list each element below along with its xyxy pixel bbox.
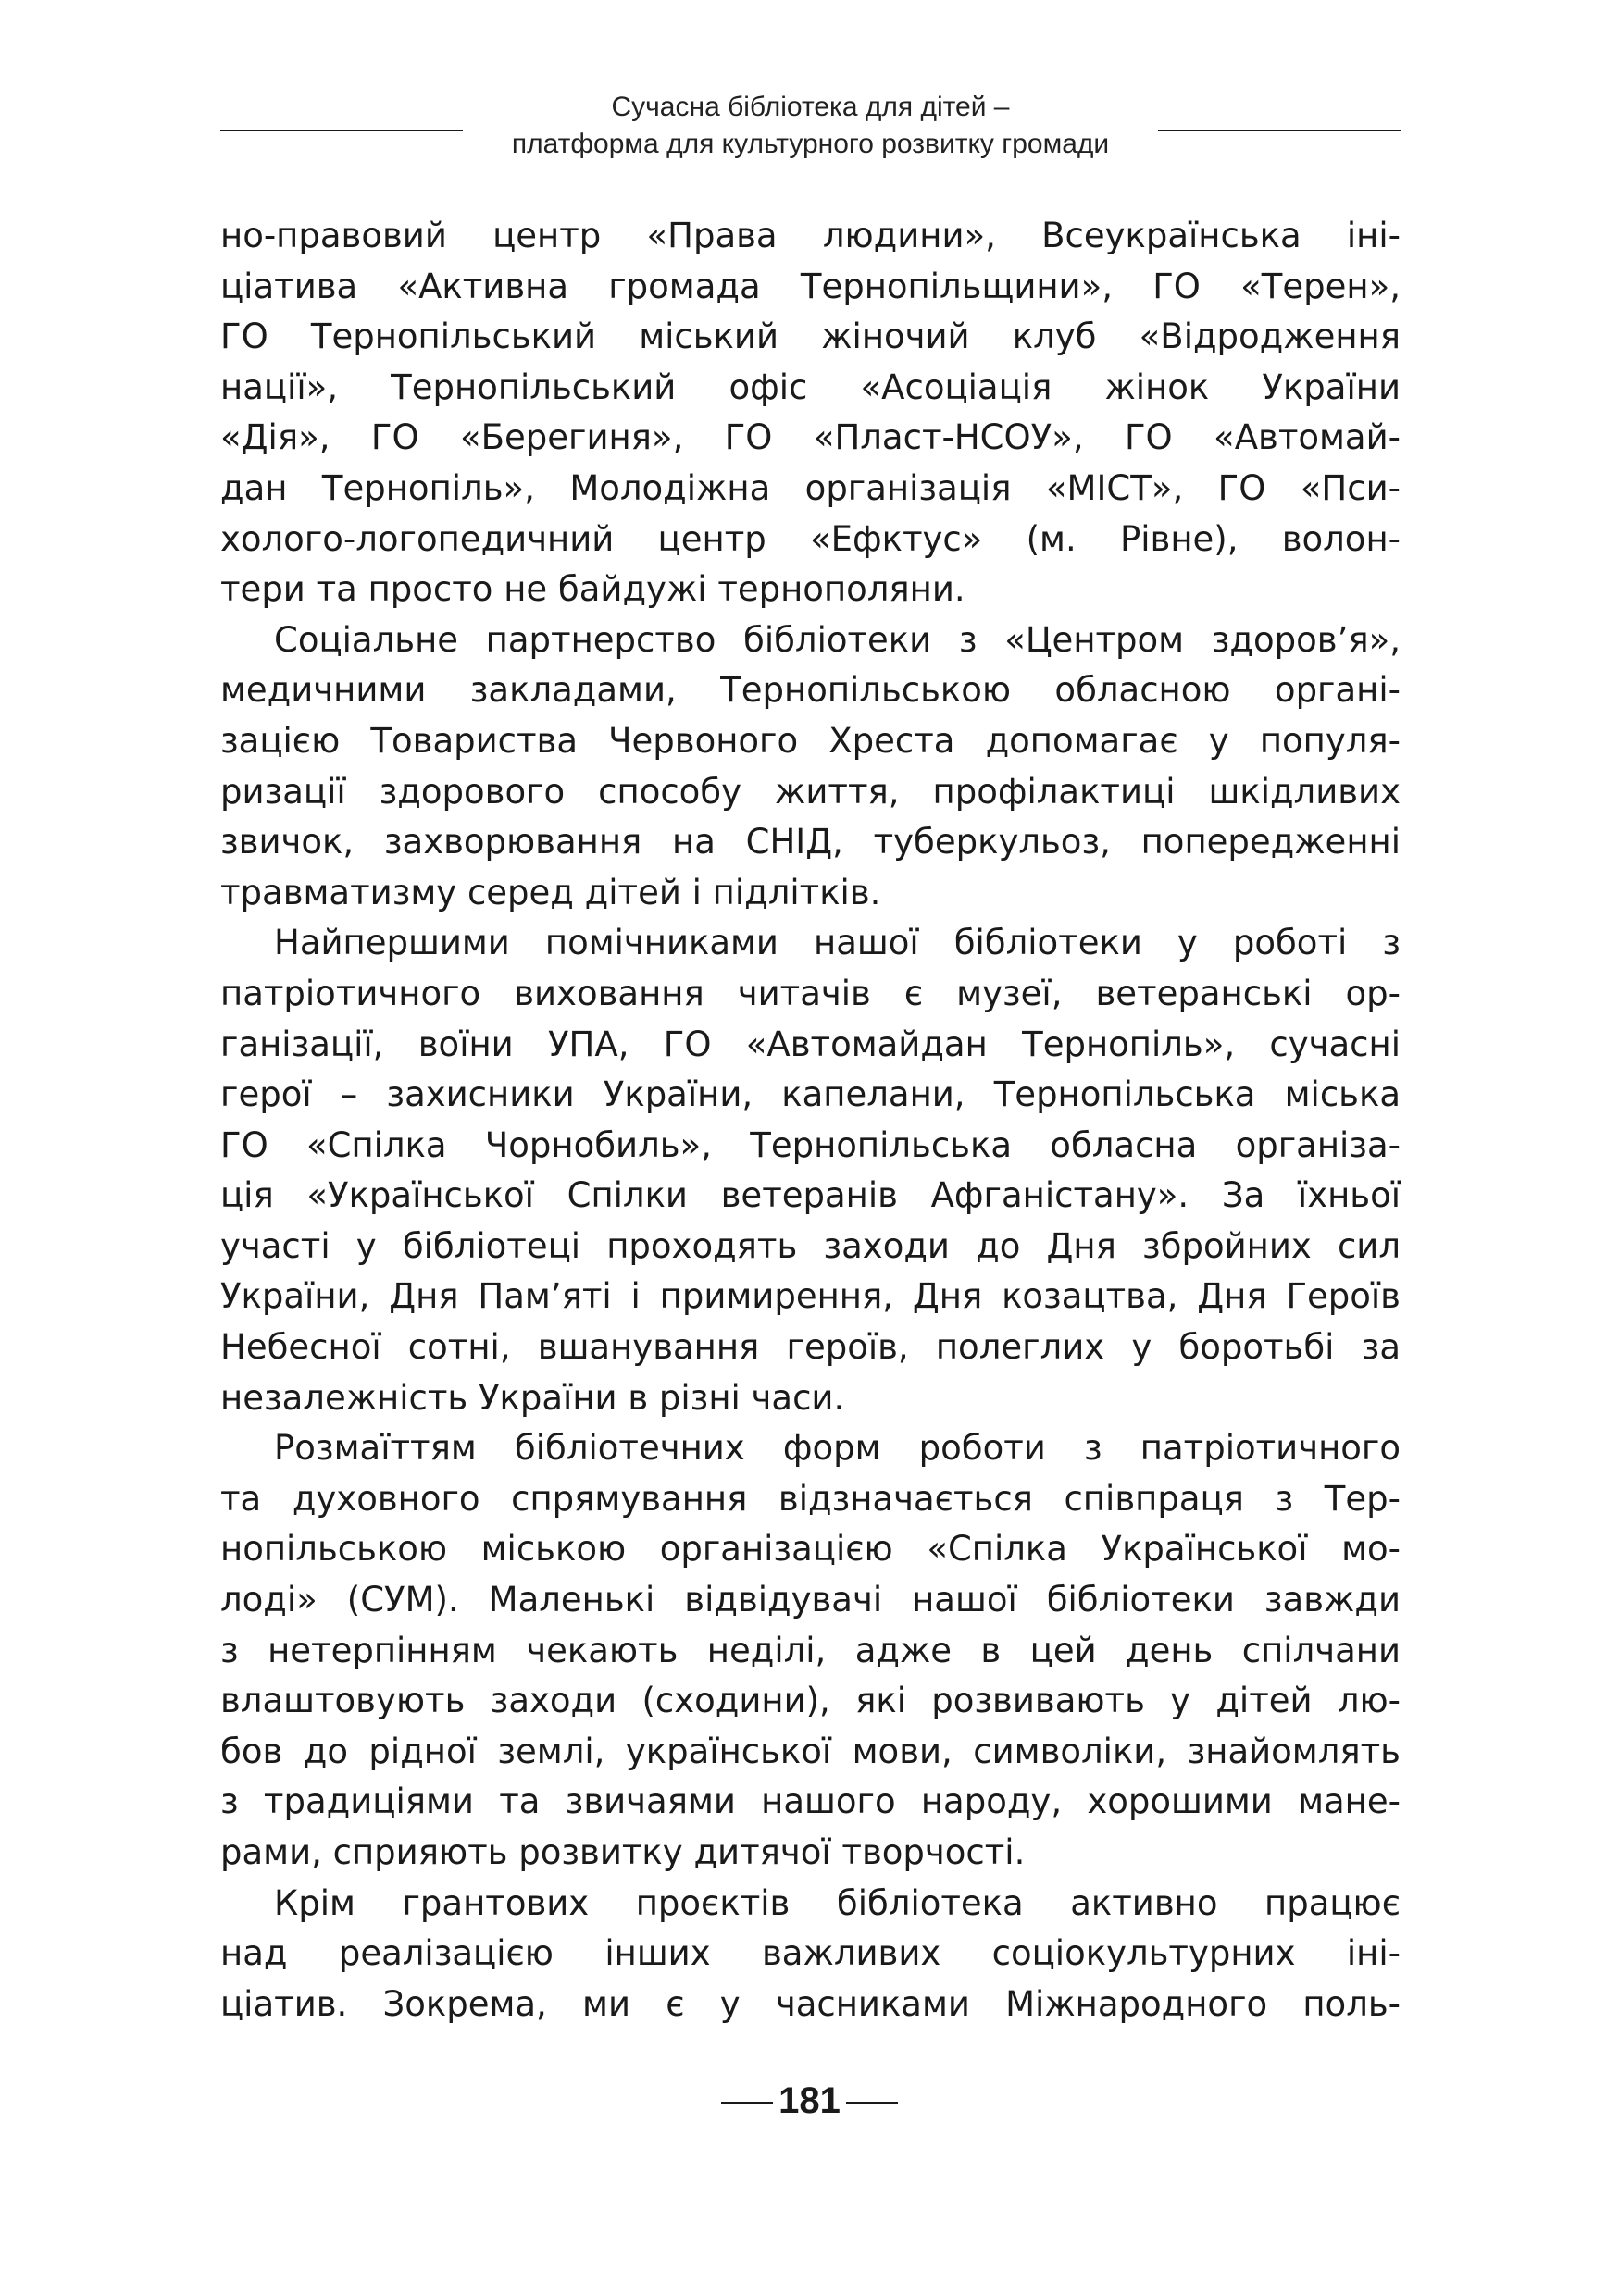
text-line: «Дія», ГО «Берегиня», ГО «Пласт-НСОУ», ГО «Автомай- <box>220 417 1401 458</box>
text-line: ризації здорового способу життя, профілактиці шкідливих <box>220 771 1401 812</box>
text-line: Небесної сотні, вшанування героїв, полеглих у боротьбі за <box>220 1327 1401 1368</box>
text-line: ціатива «Активна громада Тернопільщини», ГО «Терен», <box>220 266 1401 306</box>
text-line: з традиціями та звичаями нашого народу, хорошими мане- <box>220 1781 1401 1822</box>
header-rule-right <box>1158 130 1401 131</box>
text-line: медичними закладами, Тернопільською обласною органі- <box>220 670 1401 711</box>
text-line: но-правовий центр «Права людини», Всеукраїнська іні- <box>220 216 1401 255</box>
text-line: незалежність України в різні часи. <box>220 1377 845 1418</box>
text-line: герої – захисники України, капелани, Тернопільська міська <box>220 1074 1401 1115</box>
text-line: ціатив. Зокрема, ми є у часниками Міжнародного поль- <box>220 1983 1401 2024</box>
text-line: ганізації, воїни УПА, ГО «Автомайдан Тернопіль», сучасні <box>220 1024 1401 1064</box>
running-head <box>220 89 1401 167</box>
body-text <box>220 211 1401 2029</box>
text-line: рами, сприяють розвитку дитячої творчості. <box>220 1832 1026 1872</box>
text-line: з нетерпінням чекають неділі, адже в цей день спілчани <box>220 1630 1401 1670</box>
running-head-title <box>463 89 1158 163</box>
text-line: нопільською міською організацією «Спілка Української мо- <box>220 1529 1401 1570</box>
text-line: над реалізацією інших важливих соціокультурних іні- <box>220 1933 1401 1974</box>
paragraph-first-line: Розмаїттям бібліотечних форм роботи з патріотичного <box>274 1428 1401 1469</box>
page-number-value: 181 <box>778 2080 841 2121</box>
running-head-line-2: платформа для культурного розвитку громади <box>511 129 1110 159</box>
text-line: холого-логопедичний центр «Ефктус» (м. Рівне), волон- <box>220 518 1401 559</box>
text-line: звичок, захворювання на СНІД, туберкульоз, попередженні <box>220 822 1401 863</box>
text-line: ГО «Спілка Чорнобиль», Тернопільська обласна організа- <box>220 1124 1401 1165</box>
text-line: влаштовують заходи (сходини), які розвивають у дітей лю- <box>220 1681 1401 1721</box>
text-line: бов до рідної землі, української мови, символіки, знайомлять <box>220 1731 1401 1771</box>
text-line: лоді» (СУМ). Маленькі відвідувачі нашої бібліотеки завжди <box>220 1580 1401 1620</box>
folio-dash-left <box>721 2102 773 2104</box>
text-line: тери та просто не байдужі тернополяни. <box>220 569 965 610</box>
text-line: та духовного спрямування відзначається співпраця з Тер- <box>220 1478 1401 1519</box>
text-line: ГО Тернопільський міський жіночий клуб «Відродження <box>220 316 1401 357</box>
text-line: України, Дня Пам’яті і примирення, Дня козацтва, Дня Героїв <box>220 1276 1401 1317</box>
paragraph-first-line: Соціальне партнерство бібліотеки з «Центром здоров’я», <box>274 619 1401 660</box>
text-line: ція «Української Спілки ветеранів Афганістану». За їхньої <box>220 1175 1401 1216</box>
page-number <box>0 2073 1619 2128</box>
text-line: патріотичного виховання читачів є музеї, ветеранські ор- <box>220 973 1401 1013</box>
text-line: нації», Тернопільський офіс «Асоціація жінок України <box>220 366 1401 407</box>
text-line: травматизму серед дітей і підлітків. <box>220 872 881 912</box>
header-rule-left <box>220 130 463 131</box>
paragraph-first-line: Найпершими помічниками нашої бібліотеки у роботі з <box>274 923 1401 963</box>
text-line: зацією Товариства Червоного Хреста допомагає у популя- <box>220 720 1401 761</box>
folio-dash-right <box>846 2102 898 2104</box>
running-head-line-1: Сучасна бібліотека для дітей – <box>611 92 1010 122</box>
text-line: участі у бібліотеці проходять заходи до Дня збройних сил <box>220 1225 1401 1266</box>
text-line: дан Тернопіль», Молодіжна організація «МІСТ», ГО «Пси- <box>220 467 1401 508</box>
paragraph-first-line: Крім грантових проєктів бібліотека активно працює <box>274 1882 1401 1923</box>
